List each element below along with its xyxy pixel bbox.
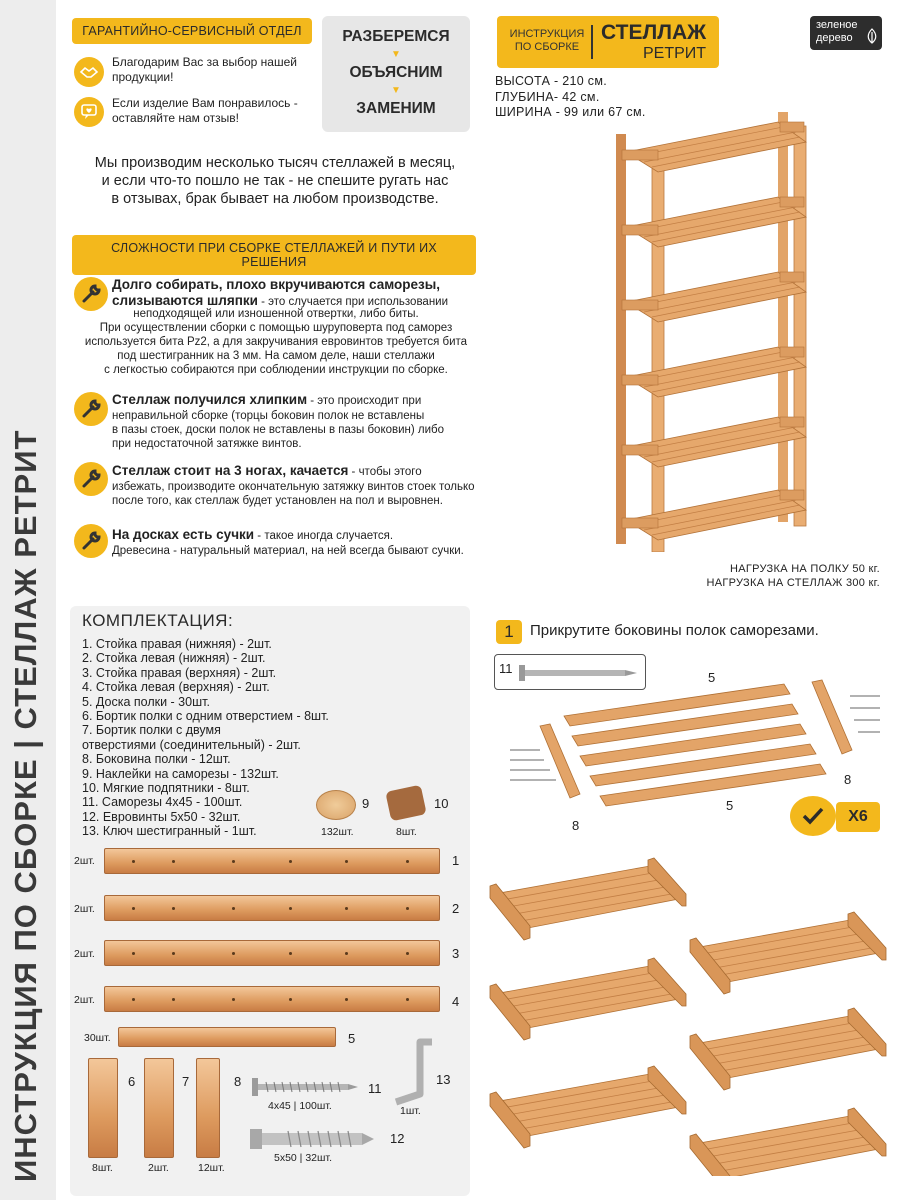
hole-dot (232, 860, 235, 863)
euro-qty: 5х50 | 32шт. (274, 1152, 332, 1164)
hole-dot (289, 998, 292, 1001)
hole-dot (232, 907, 235, 910)
hole-dot (406, 907, 409, 910)
hole-dot (345, 907, 348, 910)
eurovint-icon (248, 1126, 378, 1152)
screw-callout: 11 (494, 654, 646, 690)
list-item: 10. Мягкие подпятники - 8шт. (82, 781, 250, 796)
motto-line2: ОБЪЯСНИМ (349, 64, 443, 81)
wrench-icon (74, 524, 108, 558)
screw-qty: 4х45 | 100шт. (268, 1100, 332, 1112)
check-icon (790, 796, 836, 836)
intro-text: Мы производим несколько тысяч стеллажей в месяц, и если что-то пошло не так - не спешите ругать нас в отзывах, брак бывает на любом производстве. (94, 155, 456, 207)
service-header: ГАРАНТИЙНО-СЕРВИСНЫЙ ОТДЕЛ (72, 18, 312, 44)
kit-list (82, 637, 329, 839)
problem-4: На досках есть сучки - такое иногда случается. Древесина - натуральный материал, на ней всегда бывают сучки. (112, 527, 464, 557)
list-item: 12. Евровинты 5х50 - 32шт. (82, 809, 241, 824)
hole-dot (132, 860, 135, 863)
side-label-right: 8 (844, 772, 852, 787)
post-num: 4 (452, 994, 460, 1009)
motto-box (322, 16, 470, 132)
hole-dot (132, 998, 135, 1001)
sidebar (0, 0, 56, 1200)
hole-dot (345, 952, 348, 955)
board-num: 5 (348, 1031, 356, 1046)
hole-dot (232, 952, 235, 955)
board-qty: 30шт. (84, 1032, 111, 1044)
list-item: 1. Стойка правая (нижняя) - 2шт. (82, 637, 272, 651)
sticker-num: 9 (362, 796, 370, 811)
leaf-icon (866, 28, 878, 44)
list-item: 8. Боковина полки - 12шт. (82, 752, 231, 767)
step-number: 1 (496, 620, 522, 644)
hole-dot (406, 998, 409, 1001)
post-qty: 2шт. (74, 948, 95, 960)
hole-dot (345, 998, 348, 1001)
hole-dot (232, 998, 235, 1001)
problem-1-body: неподходящей или изношенной отвертки, либо биты. При осуществлении сборки с помощью шуруповерта под саморез используется бита Pz2, а для закручивания евровинтов требуется бита под шестигранник на 3 мм. На самом деле, наши стеллажи с легкостью собираются при соблюдении инструкции по сборке. (84, 308, 468, 376)
side-num: 6 (128, 1074, 136, 1089)
post-num: 3 (452, 946, 460, 961)
board-label-bottom: 5 (726, 798, 734, 813)
problems-header: СЛОЖНОСТИ ПРИ СБОРКЕ СТЕЛЛАЖЕЙ И ПУТИ ИХ РЕШЕНИЯ (72, 235, 476, 275)
key-qty: 1шт. (400, 1105, 421, 1117)
list-item: 7. Бортик полки с двумя (82, 723, 221, 738)
list-item: 11. Саморезы 4х45 - 100шт. (82, 795, 243, 810)
heart-chat-icon (74, 97, 104, 127)
list-item: 4. Стойка левая (верхняя) - 2шт. (82, 680, 270, 695)
motto-line1: РАЗБЕРЕМСЯ (342, 28, 450, 45)
list-item: 9. Наклейки на саморезы - 132шт. (82, 766, 279, 781)
hole-dot (345, 860, 348, 863)
sticker-qty: 132шт. (321, 826, 354, 838)
sidebar-title: ИНСТРУКЦИЯ ПО СБОРКЕ | СТЕЛЛАЖ РЕТРИТ (8, 429, 43, 1182)
sticker-icon (316, 790, 356, 820)
arrow-down-icon: ▼ (391, 49, 401, 60)
board-beam (118, 1027, 336, 1047)
wrench-icon (74, 392, 108, 426)
hole-dot (289, 860, 292, 863)
side-piece (88, 1058, 118, 1158)
handshake-icon (74, 57, 104, 87)
key-num: 13 (436, 1072, 451, 1087)
list-item: 13. Ключ шестигранный - 1шт. (82, 824, 257, 839)
thanks-text: Благодарим Вас за выбор нашей продукции! (112, 55, 297, 84)
post-beam (104, 848, 440, 874)
post-beam (104, 986, 440, 1012)
side-label-left: 8 (572, 818, 580, 833)
product-label: ИНСТРУКЦИЯ ПО СБОРКЕ СТЕЛЛАЖ РЕТРИТ (497, 16, 719, 68)
post-qty: 2шт. (74, 903, 95, 915)
list-item: 3. Стойка правая (верхняя) - 2шт. (82, 665, 277, 680)
side-piece (196, 1058, 220, 1158)
problem-1: Долго собирать, плохо вкручиваются саморезы, слизываются шляпки - это случается при использовании (112, 277, 449, 308)
side-piece (144, 1058, 174, 1158)
kit-header: КОМПЛЕКТАЦИЯ: (82, 611, 234, 630)
post-beam (104, 940, 440, 966)
hole-dot (172, 998, 175, 1001)
screw-num: 11 (368, 1081, 382, 1096)
hole-dot (289, 952, 292, 955)
arrow-down-icon: ▼ (391, 85, 401, 96)
shelf-illustration (600, 112, 820, 552)
hole-dot (132, 952, 135, 955)
list-item: отверстиями (соединительный) - 2шт. (82, 737, 301, 752)
post-beam (104, 895, 440, 921)
hole-dot (172, 860, 175, 863)
side-qty: 12шт. (198, 1162, 225, 1174)
multiplier-badge: X6 (836, 802, 880, 832)
motto-line3: ЗАМЕНИМ (356, 100, 436, 117)
hole-dot (132, 907, 135, 910)
post-qty: 2шт. (74, 855, 95, 867)
hole-dot (172, 952, 175, 955)
pad-qty: 8шт. (396, 826, 417, 838)
hex-key-icon (388, 1036, 451, 1106)
dimensions: ВЫСОТА - 210 см. ГЛУБИНА- 42 см. ШИРИНА - 99 или 67 см. (495, 74, 646, 119)
hole-dot (406, 860, 409, 863)
side-num: 8 (234, 1074, 242, 1089)
pad-num: 10 (434, 796, 449, 811)
wrench-icon (74, 277, 108, 311)
hole-dot (406, 952, 409, 955)
euro-num: 12 (390, 1131, 405, 1146)
post-num: 1 (452, 853, 460, 868)
assembled-shelves (488, 846, 888, 1176)
step-text: Прикрутите боковины полок саморезами. (530, 622, 819, 639)
brand-logo: зеленое дерево (810, 16, 882, 50)
problem-3: Стеллаж стоит на 3 ногах, качается - чтобы этого избежать, производите окончательную затяжку винтов стоек только после того, как стеллаж будет установлен на пол и выровнен. (112, 463, 475, 507)
load-info: НАГРУЗКА НА ПОЛКУ 50 кг. НАГРУЗКА НА СТЕЛЛАЖ 300 кг. (706, 563, 880, 589)
list-item: 2. Стойка левая (нижняя) - 2шт. (82, 651, 266, 666)
board-label-top: 5 (708, 670, 716, 685)
screw-icon (250, 1076, 360, 1098)
post-num: 2 (452, 901, 460, 916)
hole-dot (172, 907, 175, 910)
review-text: Если изделие Вам понравилось - оставляйте нам отзыв! (112, 96, 298, 125)
hole-dot (289, 907, 292, 910)
wrench-icon (74, 462, 108, 496)
side-num: 7 (182, 1074, 190, 1089)
list-item: 5. Доска полки - 30шт. (82, 694, 210, 709)
side-qty: 8шт. (92, 1162, 113, 1174)
side-qty: 2шт. (148, 1162, 169, 1174)
list-item: 6. Бортик полки с одним отверстием - 8шт. (82, 709, 329, 724)
post-qty: 2шт. (74, 994, 95, 1006)
problem-2: Стеллаж получился хлипким - это происходит при неправильной сборке (торцы боковин полок не вставлены в пазы стоек, доски полок не вставлены в пазы боковин) либо при недостаточной затяжке винтов. (112, 392, 445, 450)
